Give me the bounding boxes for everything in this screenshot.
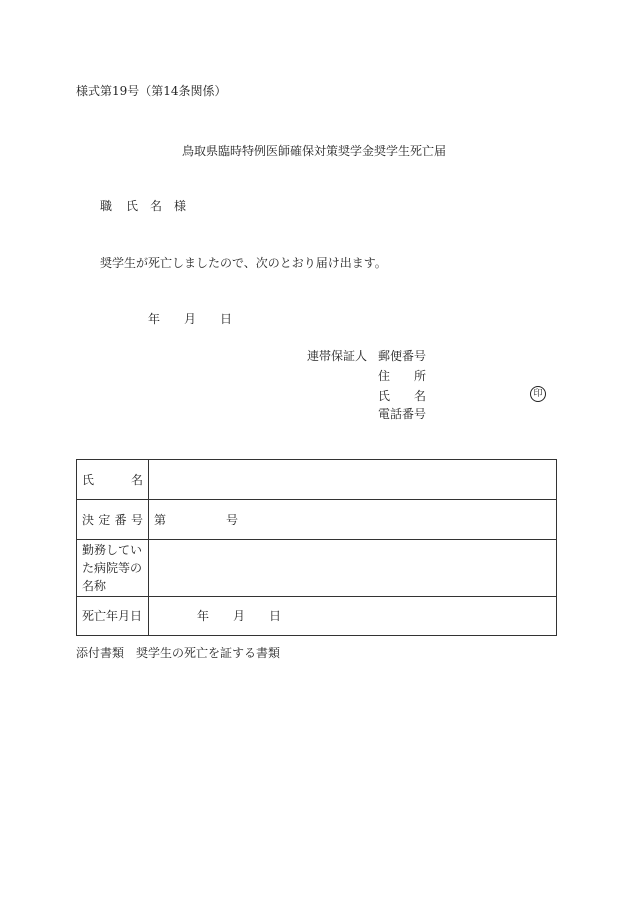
guarantor-name-label xyxy=(378,389,426,403)
address-label-char: 所 xyxy=(414,369,427,383)
death-date-value-cell[interactable] xyxy=(149,597,557,636)
guarantor-phone-label: 電話番号 xyxy=(378,407,427,421)
addressee-part: 様 xyxy=(174,199,187,213)
label-char: 号 xyxy=(130,512,143,527)
table-row xyxy=(77,540,557,597)
name-label-char: 氏 xyxy=(378,389,391,403)
attachments-note: 添付書類 奨学生の死亡を証する書類 xyxy=(76,646,281,660)
table-row xyxy=(77,460,557,500)
addressee-part: 氏 xyxy=(126,199,139,213)
seal-mark: 印 xyxy=(530,386,546,402)
name-label-cell xyxy=(77,460,149,500)
name-label-char: 名 xyxy=(414,389,427,403)
form-number: 様式第19号（第14条関係） xyxy=(76,84,227,98)
decision-number-value-cell[interactable] xyxy=(149,500,557,540)
submission-date xyxy=(148,312,232,326)
addressee-part: 名 xyxy=(150,199,163,213)
decision-number-label-cell xyxy=(77,500,149,540)
addressee-part: 職 xyxy=(100,199,113,213)
table-row xyxy=(77,500,557,540)
document-title: 鳥取県臨時特例医師確保対策奨学金奨学生死亡届 xyxy=(182,144,447,158)
label-char: 決 xyxy=(82,512,95,527)
label-char: 番 xyxy=(114,512,127,527)
date-year: 年 xyxy=(148,312,161,326)
death-date-label-cell: 死亡年月日 xyxy=(77,597,149,636)
date-month: 月 xyxy=(184,312,197,326)
guarantor-role: 連帯保証人 xyxy=(307,349,368,363)
guarantor-postal-label: 郵便番号 xyxy=(378,349,427,363)
addressee xyxy=(100,199,186,213)
name-value-cell[interactable] xyxy=(149,460,557,500)
table-row xyxy=(77,597,557,636)
label-char: 氏 xyxy=(82,472,95,487)
info-table xyxy=(76,459,557,636)
hospital-value-cell[interactable] xyxy=(149,540,557,597)
address-label-char: 住 xyxy=(378,369,391,383)
body-text: 奨学生が死亡しましたので、次のとおり届け出ます。 xyxy=(100,256,387,270)
death-year: 年 xyxy=(197,609,210,623)
decision-prefix: 第 xyxy=(154,512,167,527)
guarantor-address-label xyxy=(378,369,426,383)
date-day: 日 xyxy=(220,312,233,326)
death-month: 月 xyxy=(233,609,246,623)
hospital-label-cell: 勤務していた病院等の名称 xyxy=(77,540,149,597)
decision-suffix: 号 xyxy=(226,512,239,527)
label-char: 名 xyxy=(130,472,143,487)
label-char: 定 xyxy=(98,512,111,527)
death-day: 日 xyxy=(269,609,282,623)
